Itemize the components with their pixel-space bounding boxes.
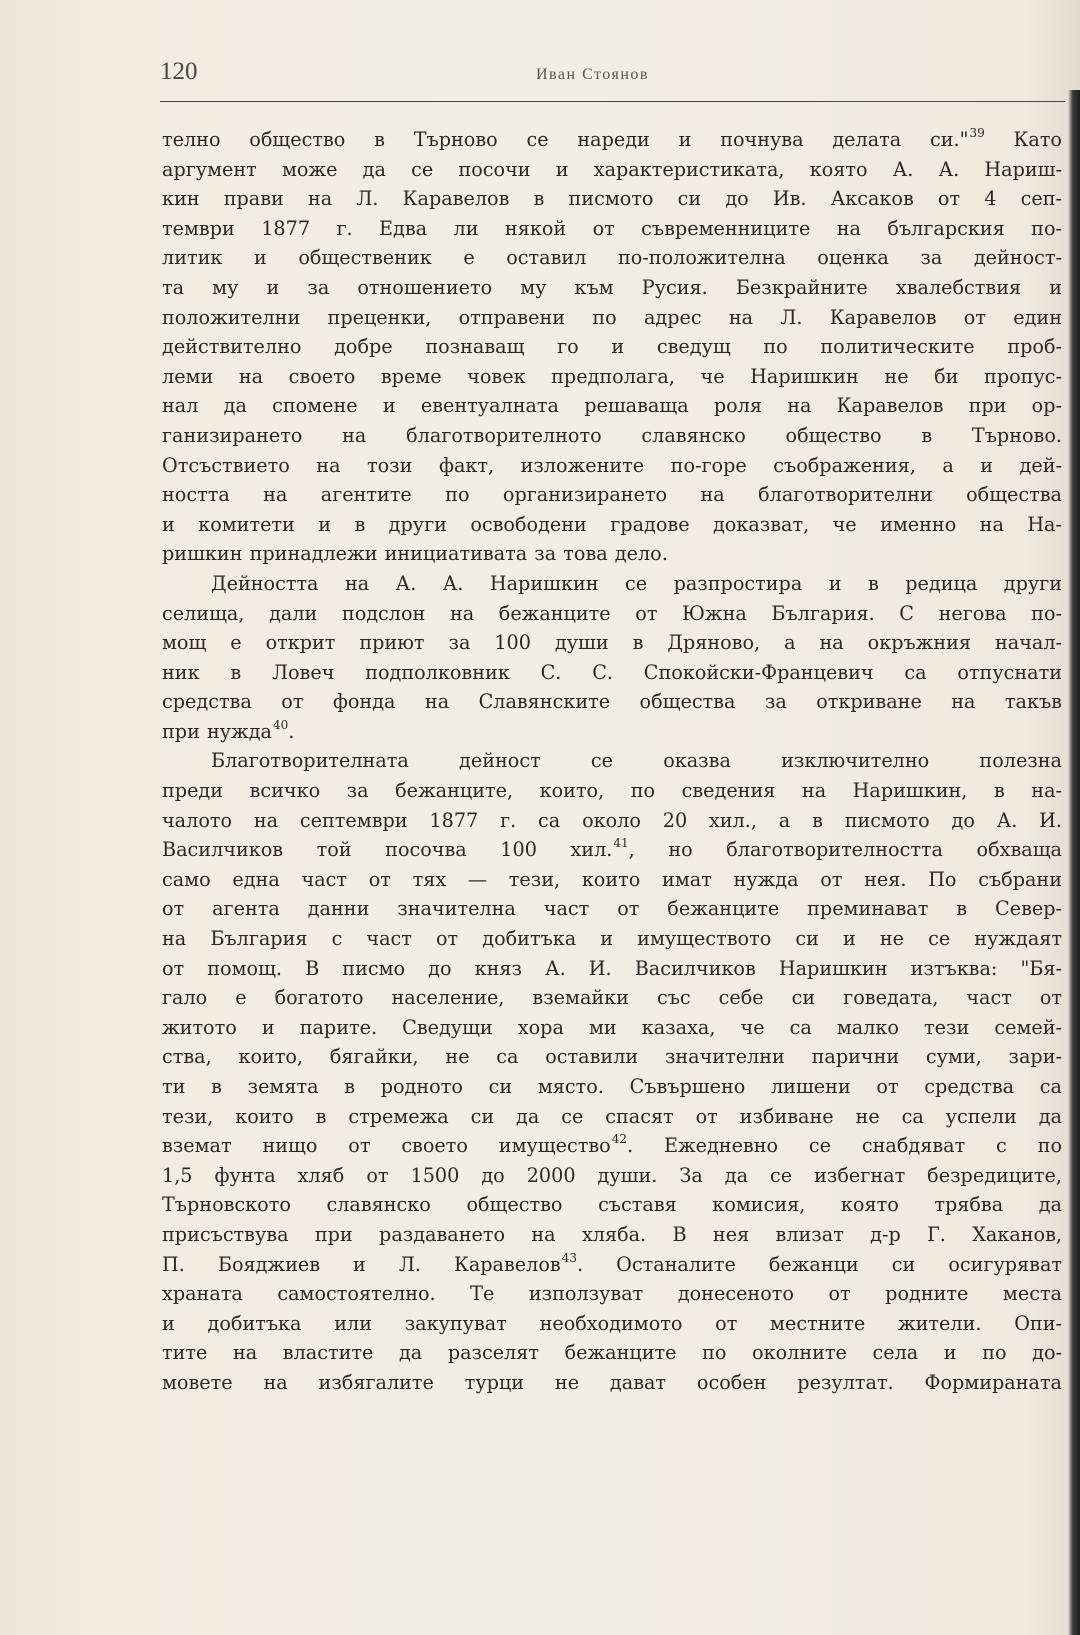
text-line: положителни преценки, отправени по адрес на Л. Каравелов от един bbox=[162, 305, 1062, 329]
page-number: 120 bbox=[160, 58, 198, 85]
text-line: литик и общественик е оставил по-положителна оценка за дейност- bbox=[162, 246, 1062, 270]
text-line: и комитети и в други освободени градове доказват, че именно на На- bbox=[162, 512, 1062, 536]
text-line: нал да спомене и евентуалната решаваща роля на Каравелов при ор- bbox=[162, 394, 1062, 418]
text-line: на България с част от добитъка и имуществото си и не се нуждаят bbox=[162, 927, 1062, 951]
footnote-marker: 42 bbox=[611, 1132, 627, 1147]
text-line: само една част от тях — тези, които имат нужда от нея. По събрани bbox=[162, 867, 1062, 891]
page-edge-shadow bbox=[1068, 90, 1080, 1635]
text-line: мощ е открит приют за 100 души в Дряново, а на окръжния начал- bbox=[162, 631, 1062, 655]
text-line: чалото на септември 1877 г. са около 20 хил., а в писмото до А. И. bbox=[162, 808, 1062, 832]
text-line: от агента данни значителна част от бежанците преминават в Север- bbox=[162, 897, 1062, 921]
text-line: и добитъка или закупуват необходимото от местните жители. Опи- bbox=[162, 1311, 1062, 1335]
text-line: ник в Ловеч подполковник С. С. Спокойски-Францевич са отпуснати bbox=[162, 660, 1062, 684]
text-line: от помощ. В писмо до княз А. И. Василчиков Наришкин изтъква: "Бя- bbox=[162, 956, 1062, 980]
page-header bbox=[160, 58, 1065, 100]
text-line: кин прави на Л. Каравелов в писмото си до Ив. Аксаков от 4 сеп- bbox=[162, 187, 1062, 211]
text-line: аргумент може да се посочи и характеристиката, която А. А. Нариш- bbox=[162, 157, 1062, 181]
footnote-marker: 40 bbox=[272, 717, 289, 732]
text-line: Отсъствието на този факт, изложените по-горе съображения, а и дей- bbox=[162, 453, 1062, 477]
text-line: Търновското славянско общество съставя комисия, която трябва да bbox=[162, 1193, 1062, 1217]
text-line: при нужда$^{40}$. bbox=[162, 717, 295, 743]
text-line: вземат нищо от своето имущество$^{42}$. Ежедневно се снабдяват с по bbox=[162, 1132, 1062, 1158]
text-line: действително добре познаващ го и сведущ по политическите проб- bbox=[162, 335, 1062, 359]
text-line: ганизирането на благотворителното славянско общество в Търново. bbox=[162, 423, 1062, 447]
text-line: Василчиков той посочва 100 хил.$^{41}$, но благотворителността обхваща bbox=[162, 836, 1062, 862]
text-line: Благотворителната дейност се оказва изключително полезна bbox=[211, 749, 1062, 773]
text-line: селища, дали подслон на бежанците от Южна България. С негова по- bbox=[162, 601, 1062, 625]
running-head: Иван Стоянов bbox=[536, 66, 649, 83]
text-line: преди всичко за бежанците, които, по сведения на Наришкин, в на- bbox=[162, 779, 1062, 803]
text-line: ти в земята в родното си място. Съвършено лишени от средства са bbox=[162, 1075, 1062, 1098]
text-line: тите на властите да разселят бежанците по околните села и по до- bbox=[162, 1341, 1062, 1365]
header-rule bbox=[160, 101, 1065, 102]
text-line: средства от фонда на Славянските общества за откриване на такъв bbox=[162, 690, 1062, 714]
text-line: тези, които в стремежа си да се спасят от избиване не са успели да bbox=[162, 1104, 1062, 1128]
text-line: присъствува при раздаването на хляба. В нея влизат д-р Г. Хаканов, bbox=[162, 1222, 1062, 1246]
text-line: та му и за отношението му към Русия. Безкрайните хвалебствия и bbox=[162, 275, 1062, 299]
footnote-marker: 43 bbox=[561, 1250, 577, 1265]
text-line: житото и парите. Сведущи хора ми казаха, че са малко тези семей- bbox=[162, 1015, 1062, 1039]
text-line: телно общество в Търново се нареди и почнува делата си."$^{39}$ Като bbox=[162, 126, 1062, 151]
text-line: Дейността на А. А. Наришкин се разпростира и в редица други bbox=[211, 571, 1062, 595]
text-line: гало е богатото население, вземайки със себе си говедата, част от bbox=[162, 986, 1062, 1010]
footnote-marker: 39 bbox=[969, 126, 985, 140]
text-line: ришкин принадлежи инициативата за това дело. bbox=[162, 542, 668, 566]
text-line: мовете на избягалите турци не дават особен резултат. Формираната bbox=[162, 1370, 1062, 1394]
text-line: ства, които, бягайки, не са оставили значителни парични суми, зари- bbox=[162, 1045, 1062, 1069]
text-line: ността на агентите по организирането на благотворителни общества bbox=[162, 483, 1062, 507]
text-line: П. Бояджиев и Л. Каравелов$^{43}$. Останалите бежанци си осигуряват bbox=[162, 1250, 1062, 1276]
text-line: храната самостоятелно. Те използуват донесеното от родните места bbox=[162, 1282, 1062, 1306]
body-text bbox=[162, 125, 1062, 1398]
text-line: 1,5 фунта хляб от 1500 до 2000 души. За да се избегнат безредиците, bbox=[162, 1163, 1062, 1187]
footnote-marker: 41 bbox=[613, 836, 629, 851]
text-line: леми на своето време човек предполага, че Наришкин не би пропус- bbox=[162, 364, 1062, 388]
text-line: тември 1877 г. Едва ли някой от съвременниците на българския по- bbox=[162, 216, 1062, 240]
